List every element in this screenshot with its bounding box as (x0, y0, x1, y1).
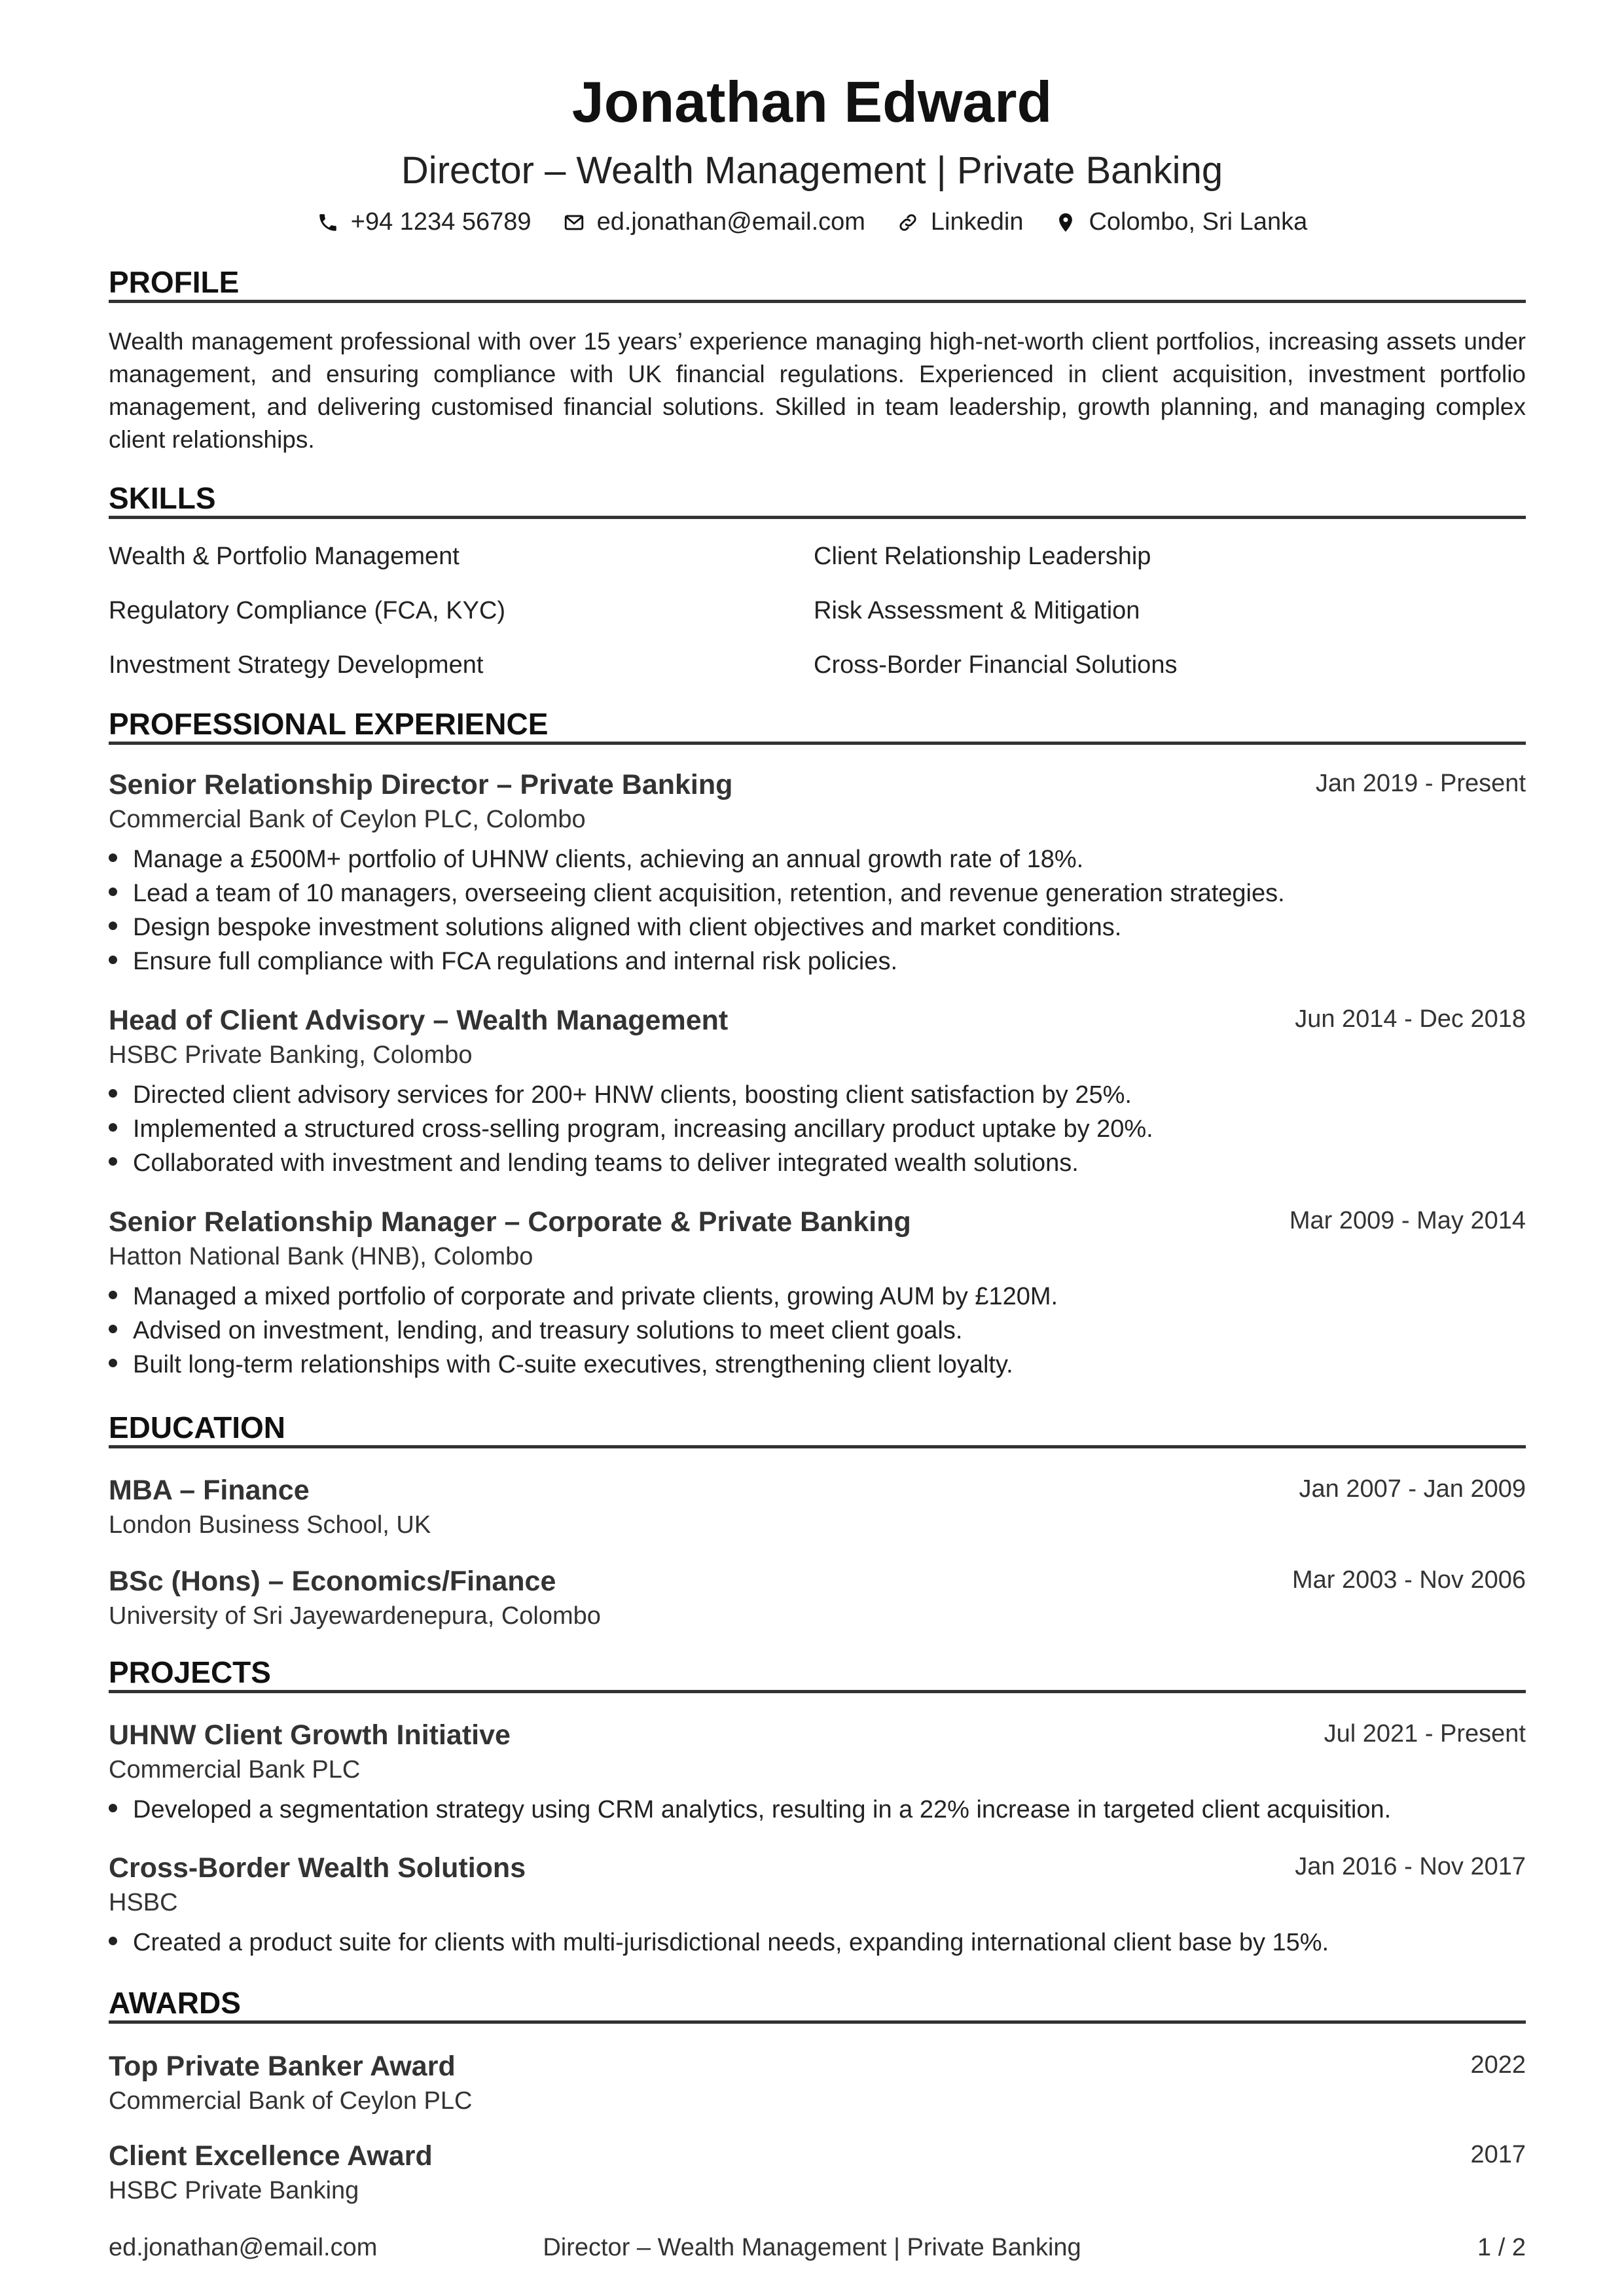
job-title: Senior Relationship Director – Private Banking (109, 769, 733, 800)
email-text: ed.jonathan@email.com (596, 208, 865, 236)
candidate-headline: Director – Wealth Management | Private Banking (401, 149, 1223, 192)
bullet-text: Directed client advisory services for 200+ HNW clients, boosting client satisfaction by 25%. (133, 1081, 1132, 1109)
bullet-text: Built long-term relationships with C-suite executives, strengthening client loyalty. (133, 1351, 1013, 1378)
experience-divider (109, 742, 1526, 745)
phone-text: +94 1234 56789 (350, 208, 532, 236)
job-title: Head of Client Advisory – Wealth Management (109, 1005, 729, 1036)
skill-item: Wealth & Portfolio Management (109, 543, 460, 570)
projects-heading: PROJECTS (109, 1655, 271, 1689)
footer-page-number: 1 / 2 (1477, 2234, 1526, 2261)
linkedin-text: Linkedin (930, 208, 1024, 236)
award-title: Top Private Banker Award (109, 2051, 456, 2082)
bullet-text: Implemented a structured cross-selling program, increasing ancillary product uptake by 20%. (133, 1115, 1153, 1143)
job-bullet (109, 1352, 1013, 1377)
job-bullet (109, 1318, 962, 1343)
footer-headline (0, 2235, 1624, 2260)
location-pin-icon (1055, 211, 1077, 234)
projects-divider (109, 1690, 1526, 1693)
candidate-name: Jonathan Edward (571, 69, 1053, 134)
bullet-text: Lead a team of 10 managers, overseeing client acquisition, retention, and revenue generation strategies. (133, 880, 1285, 907)
bullet-dot (109, 1325, 117, 1333)
project-bullet (109, 1797, 1391, 1822)
skill-item: Risk Assessment & Mitigation (814, 597, 1140, 624)
award-title: Client Excellence Award (109, 2140, 433, 2172)
awards-divider (109, 2020, 1526, 2024)
degree-school: University of Sri Jayewardenepura, Colombo (109, 1602, 601, 1630)
bullet-text: Created a product suite for clients with multi-jurisdictional needs, expanding international client base by 15%. (133, 1929, 1329, 1956)
skill-item: Regulatory Compliance (FCA, KYC) (109, 597, 506, 624)
profile-divider (109, 300, 1526, 303)
bullet-dot (109, 1359, 117, 1367)
job-bullet (109, 949, 897, 974)
job-bullet (109, 847, 1083, 872)
awards-heading: AWARDS (109, 1986, 241, 2020)
project-bullet (109, 1930, 1329, 1955)
bullet-dot (109, 1937, 117, 1945)
bullet-dot (109, 1123, 117, 1132)
job-employer: HSBC Private Banking, Colombo (109, 1041, 473, 1069)
bullet-dot (109, 1157, 117, 1166)
job-title: Senior Relationship Manager – Corporate & Private Banking (109, 1206, 911, 1238)
project-org: HSBC (109, 1889, 178, 1916)
education-divider (109, 1445, 1526, 1448)
bullet-text: Design bespoke investment solutions aligned with client objectives and market conditions. (133, 914, 1122, 941)
job-bullet (109, 881, 1285, 906)
project-date: Jan 2016 - Nov 2017 (1295, 1853, 1526, 1880)
skill-item: Investment Strategy Development (109, 651, 484, 679)
link-icon (897, 211, 919, 234)
job-employer: Hatton National Bank (HNB), Colombo (109, 1243, 533, 1270)
award-org: HSBC Private Banking (109, 2177, 359, 2204)
bullet-dot (109, 1089, 117, 1098)
degree-title: BSc (Hons) – Economics/Finance (109, 1566, 556, 1597)
bullet-dot (109, 956, 117, 964)
degree-date: Mar 2003 - Nov 2006 (1292, 1566, 1526, 1594)
contact-phone[interactable] (317, 208, 532, 236)
award-year: 2017 (1470, 2141, 1526, 2168)
bullet-text: Developed a segmentation strategy using CRM analytics, resulting in a 22% increase in targeted client acquisition. (133, 1796, 1392, 1823)
bullet-text: Manage a £500M+ portfolio of UHNW clients, achieving an annual growth rate of 18%. (133, 846, 1084, 873)
project-org: Commercial Bank PLC (109, 1756, 361, 1784)
job-bullet (109, 1117, 1153, 1141)
job-bullet (109, 915, 1121, 940)
contact-location (1055, 208, 1307, 236)
job-date: Jan 2019 - Present (1315, 770, 1526, 797)
job-date: Mar 2009 - May 2014 (1289, 1207, 1526, 1234)
job-employer: Commercial Bank of Ceylon PLC, Colombo (109, 806, 586, 833)
job-date: Jun 2014 - Dec 2018 (1295, 1005, 1526, 1033)
bullet-dot (109, 888, 117, 896)
bullet-text: Managed a mixed portfolio of corporate and private clients, growing AUM by £120M. (133, 1283, 1058, 1310)
phone-icon (317, 211, 339, 234)
job-bullet (109, 1151, 1079, 1175)
contact-bar (0, 208, 1624, 236)
footer-email: ed.jonathan@email.com (109, 2234, 378, 2261)
footer-headline-text: Director – Wealth Management | Private Banking (543, 2234, 1081, 2261)
profile-summary: Wealth management professional with over 15 years’ experience managing high-net-worth client portfolios, increasing assets under management, and ensuring compliance with UK financial regulations. Experienced in client acquisition, investment portfolio management, and delivering customised financial solutions. Skilled in team leadership, growth planning, and managing complex client relationships. (109, 328, 1526, 453)
mail-icon (563, 211, 585, 234)
award-year: 2022 (1470, 2051, 1526, 2079)
skills-heading: SKILLS (109, 481, 216, 515)
bullet-dot (109, 922, 117, 930)
profile-heading: PROFILE (109, 265, 240, 299)
degree-school: London Business School, UK (109, 1511, 431, 1539)
degree-date: Jan 2007 - Jan 2009 (1299, 1475, 1526, 1503)
bullet-text: Advised on investment, lending, and treasury solutions to meet client goals. (133, 1317, 963, 1344)
contact-email[interactable] (563, 208, 865, 236)
bullet-dot (109, 1804, 117, 1812)
project-title: UHNW Client Growth Initiative (109, 1719, 511, 1751)
bullet-dot (109, 853, 117, 862)
experience-heading: PROFESSIONAL EXPERIENCE (109, 707, 549, 741)
project-title: Cross-Border Wealth Solutions (109, 1852, 526, 1884)
bullet-text: Collaborated with investment and lending teams to deliver integrated wealth solutions. (133, 1149, 1079, 1177)
location-text: Colombo, Sri Lanka (1089, 208, 1308, 236)
job-bullet (109, 1284, 1058, 1309)
skills-divider (109, 516, 1526, 519)
degree-title: MBA – Finance (109, 1475, 310, 1506)
award-org: Commercial Bank of Ceylon PLC (109, 2087, 473, 2115)
skill-item: Cross-Border Financial Solutions (814, 651, 1178, 679)
project-date: Jul 2021 - Present (1324, 1720, 1526, 1748)
bullet-dot (109, 1291, 117, 1299)
bullet-text: Ensure full compliance with FCA regulations and internal risk policies. (133, 948, 897, 975)
contact-linkedin[interactable] (897, 208, 1024, 236)
job-bullet (109, 1083, 1132, 1107)
education-heading: EDUCATION (109, 1410, 286, 1444)
skill-item: Client Relationship Leadership (814, 543, 1151, 570)
